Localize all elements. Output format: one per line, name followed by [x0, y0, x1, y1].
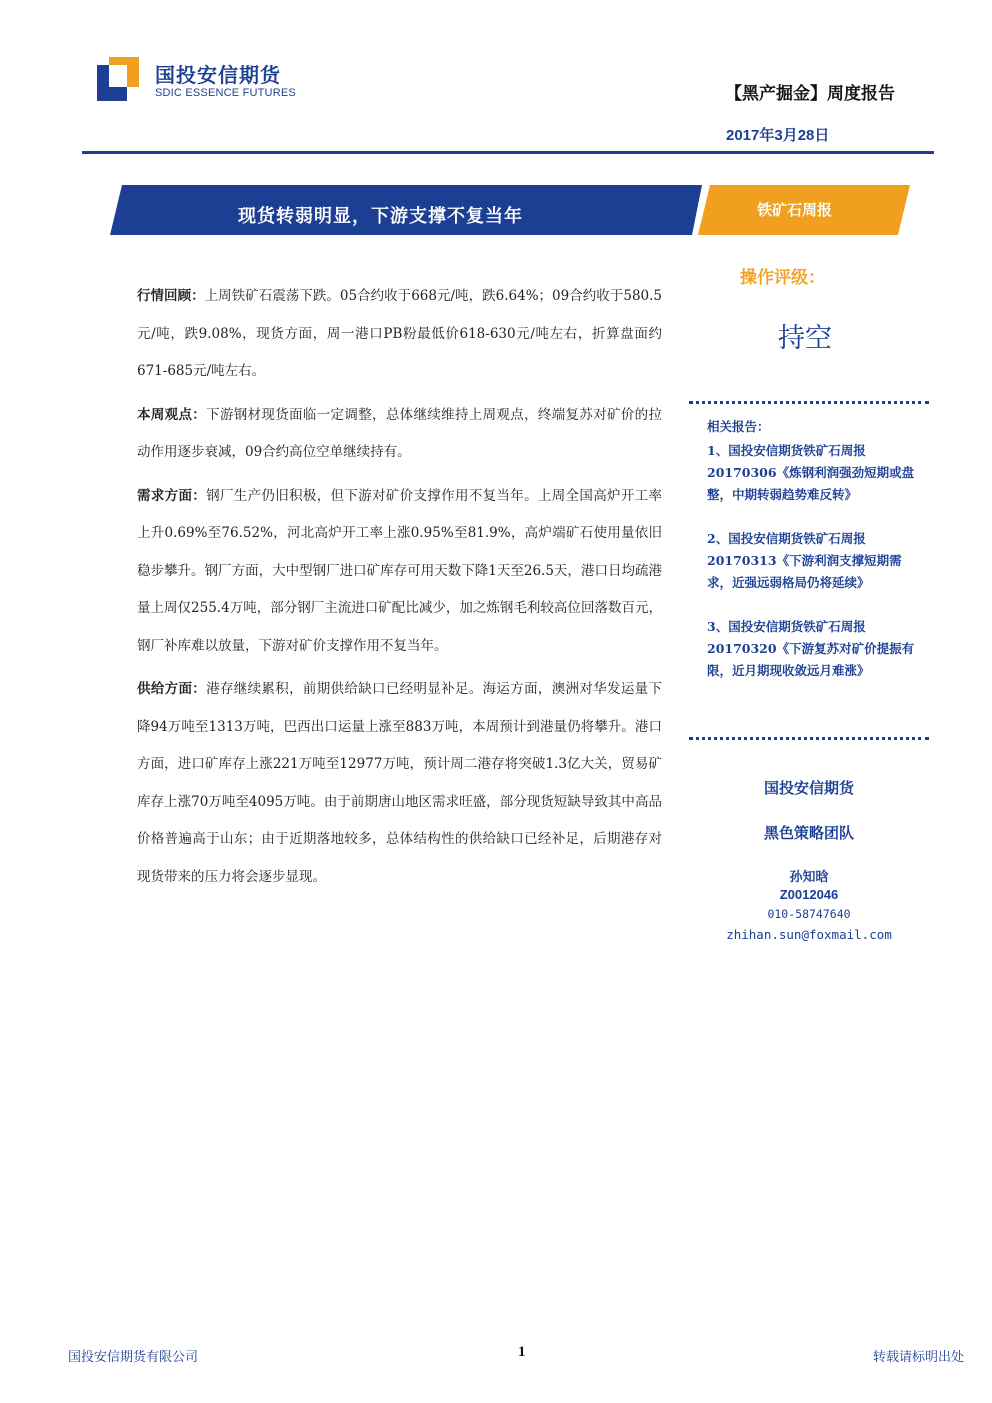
- section-label: 供给方面：: [137, 681, 207, 697]
- section-label: 需求方面：: [137, 487, 207, 504]
- related-reports-heading: 相关报告：: [707, 419, 770, 434]
- rating-value: 持空: [778, 323, 832, 354]
- section-weekly-view: [137, 397, 662, 472]
- report-series-tag: 【黑产掘金】周度报告: [725, 84, 895, 104]
- logo-name-cn: 国投安信期货: [155, 63, 281, 87]
- related-report-item[interactable]: 2、国投安信期货铁矿石周报20170313《下游利润支撑短期需求，近强远弱格局仍将延续》: [707, 531, 902, 590]
- analyst-phone: 010-58747640: [767, 907, 851, 921]
- header-divider: [82, 151, 934, 154]
- report-date: 2017年3月28日: [726, 127, 830, 144]
- logo-mark-icon: [97, 57, 139, 101]
- logo-name-en: SDIC ESSENCE FUTURES: [155, 87, 296, 99]
- analyst-name: 孙知晗: [789, 870, 829, 885]
- page-number: 1: [518, 1344, 526, 1360]
- related-report-item[interactable]: 3、国投安信期货铁矿石周报20170320《下游复苏对矿价提振有限，近月期现收敛远月难涨》: [707, 619, 915, 678]
- related-report-item[interactable]: 1、国投安信期货铁矿石周报20170306《炼钢利润强劲短期或盘整，中期转弱趋势难反转》: [707, 443, 915, 502]
- analyst-email[interactable]: zhihan.sun@foxmail.com: [726, 927, 892, 942]
- section-label: 本周观点：: [137, 406, 207, 423]
- contact-company: 国投安信期货: [763, 779, 854, 797]
- analyst-license-id: Z0012046: [779, 887, 839, 902]
- main-content: [137, 278, 662, 896]
- company-logo: [97, 55, 357, 105]
- contact-team: 黑色策略团队: [763, 824, 854, 842]
- section-supply: [137, 671, 662, 896]
- report-category: 铁矿石周报: [757, 201, 833, 219]
- footer-notice: 转载请标明出处: [873, 1350, 965, 1365]
- footer-company: 国投安信期货有限公司: [68, 1350, 199, 1365]
- section-text: 钢厂生产仍旧积极，但下游对矿价支撑作用不复当年。上周全国高炉开工率上升0.69%至76.52%，河北高炉开工率上涨0.95%至81.9%，高炉端矿石使用量依旧稳步攀升。钢厂方面，大中型钢厂进口矿库存可用天数下降1天至26.5天，港口日均疏港量上周仅255.4万吨，部分钢厂主流进口矿配比减少，加之炼钢毛利较高位回落数百元，钢厂补库难以放量，下游对矿价支撑作用不复当年。: [137, 487, 663, 654]
- section-demand: [137, 478, 662, 666]
- report-title: 现货转弱明显，下游支撑不复当年: [238, 206, 523, 227]
- section-label: 行情回顾：: [137, 288, 205, 304]
- sidebar-divider-bottom: [689, 737, 929, 740]
- section-text: 下游钢材现货面临一定调整，总体继续维持上周观点，终端复苏对矿价的拉动作用逐步衰减，09合约高位空单继续持有。: [137, 406, 663, 460]
- rating-label: 操作评级：: [740, 268, 825, 288]
- section-text: 港存继续累积，前期供给缺口已经明显补足。海运方面，澳洲对华发运量下降94万吨至1313万吨，巴西出口运量上涨至883万吨，本周预计到港量仍将攀升。港口方面，进口矿库存上涨221万吨至12977万吨，预计周二港存将突破1.3亿大关，贸易矿库存上涨70万吨至4095万吨。由于前期唐山地区需求旺盛，部分现货短缺导致其中高品价格普遍高于山东；由于近期落地较多，总体结构性的供给缺口已经补足，后期港存对现货带来的压力将会逐步显现。: [137, 681, 663, 885]
- section-market-review: [137, 278, 662, 391]
- section-text: 上周铁矿石震荡下跌。05合约收于668元/吨，跌6.64%；09合约收于580.5元/吨，跌9.08%，现货方面，周一港口PB粉最低价618-630元/吨左右，折算盘面约671-685元/吨左右。: [137, 288, 663, 379]
- sidebar-divider-top: [689, 401, 929, 404]
- related-reports-list: [707, 440, 922, 704]
